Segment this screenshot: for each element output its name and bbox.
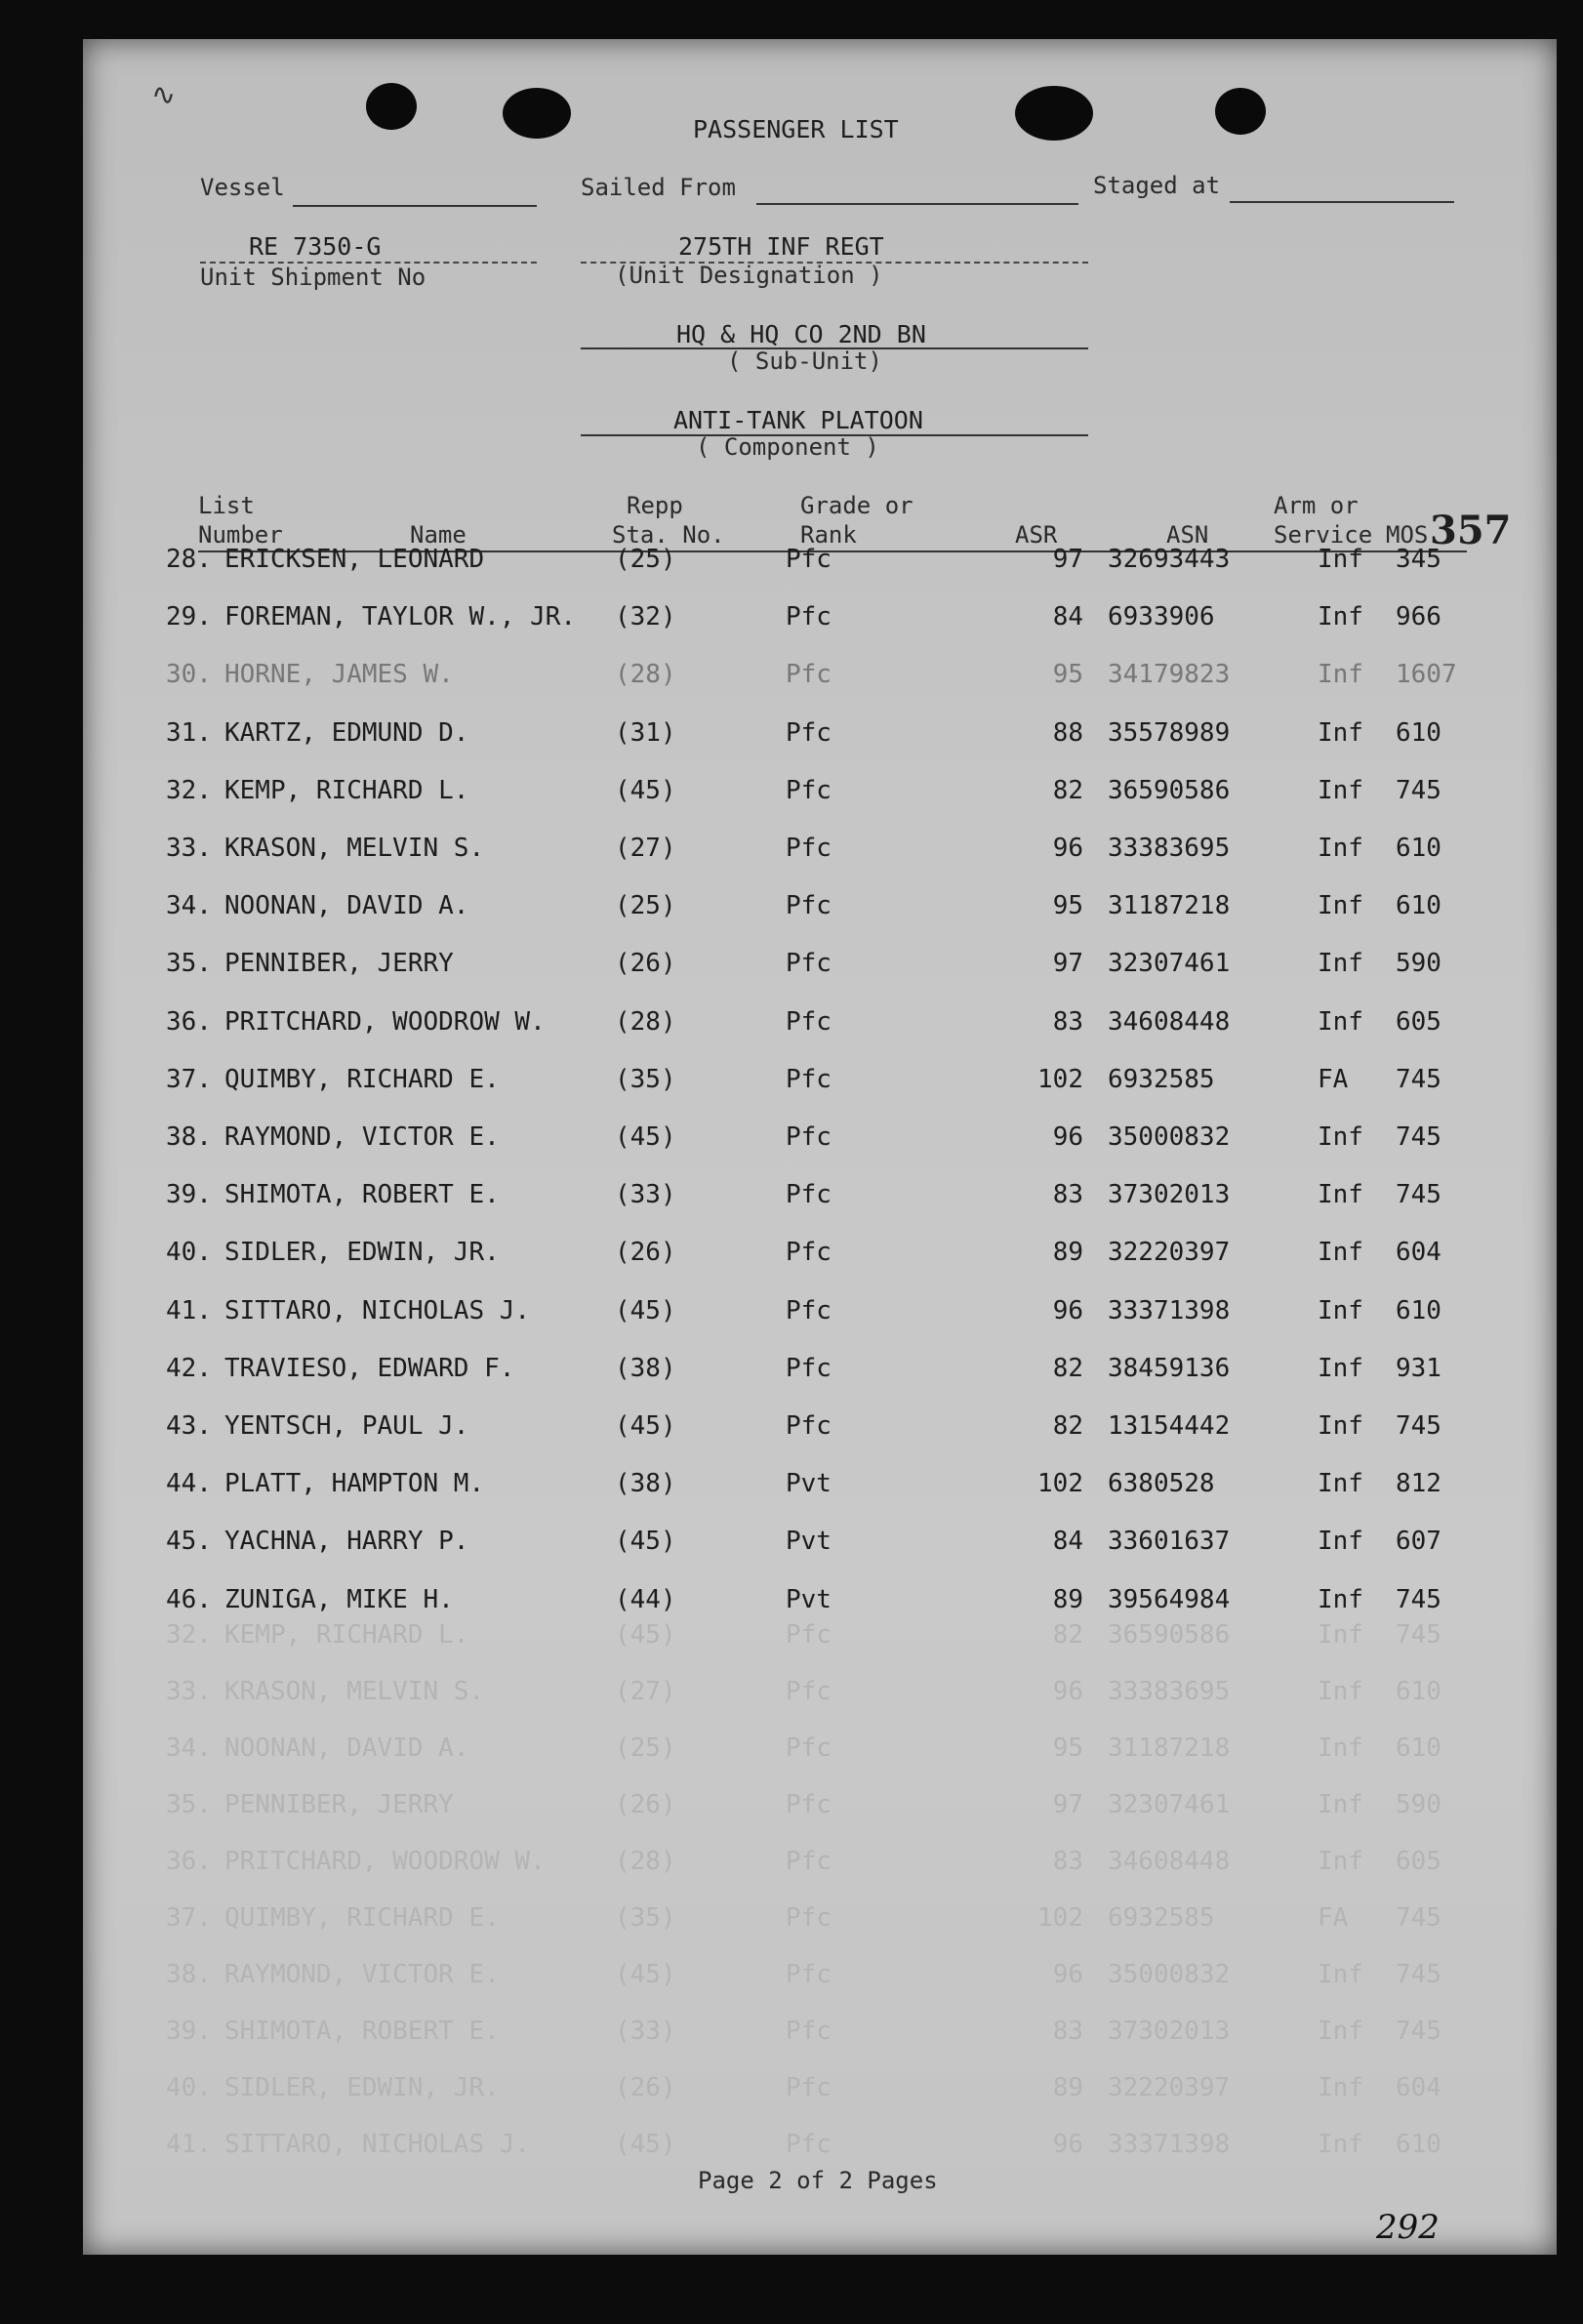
mos-code: 610 bbox=[1396, 717, 1441, 748]
passenger-name: KEMP, RICHARD L. bbox=[224, 775, 469, 805]
ghost-repl-station: (28) bbox=[615, 1847, 676, 1876]
repl-station: (28) bbox=[615, 1006, 676, 1037]
passenger-name: PLATT, HAMPTON M. bbox=[224, 1469, 485, 1499]
asn-number: 38459136 bbox=[1108, 1353, 1231, 1383]
ghost-asn-number: 36590586 bbox=[1108, 1620, 1231, 1650]
col-repl-bottom: Sta. No. bbox=[612, 521, 725, 549]
mos-code: 745 bbox=[1396, 1064, 1441, 1094]
col-name: Name bbox=[410, 521, 467, 549]
col-arm-top: Arm or bbox=[1274, 492, 1359, 519]
table-row bbox=[83, 1122, 1557, 1162]
table-row bbox=[83, 602, 1557, 641]
table-row bbox=[83, 1065, 1557, 1104]
asr-score: 97 bbox=[1052, 949, 1083, 979]
list-number: 42. bbox=[166, 1353, 212, 1383]
list-number: 30. bbox=[166, 660, 212, 690]
arm-service: Inf bbox=[1318, 1122, 1363, 1152]
mos-code: 745 bbox=[1396, 1180, 1441, 1210]
ghost-passenger-name: SIDLER, EDWIN, JR. bbox=[224, 2073, 500, 2102]
ghost-asr-score: 96 bbox=[1052, 2130, 1083, 2159]
ghost-mos-code: 745 bbox=[1396, 1903, 1441, 1933]
page-indicator: Page 2 of 2 Pages bbox=[698, 2167, 938, 2194]
asr-score: 82 bbox=[1052, 1411, 1083, 1441]
list-number: 34. bbox=[166, 891, 212, 921]
ghost-asn-number: 33371398 bbox=[1108, 2130, 1231, 2159]
asr-score: 83 bbox=[1052, 1180, 1083, 1210]
arm-service: Inf bbox=[1318, 717, 1363, 748]
ghost-mos-code: 610 bbox=[1396, 1677, 1441, 1706]
mos-code: 966 bbox=[1396, 602, 1441, 632]
ghost-list-number: 39. bbox=[166, 2017, 212, 2046]
repl-station: (38) bbox=[615, 1353, 676, 1383]
arm-service: Inf bbox=[1318, 891, 1363, 921]
mos-code: 605 bbox=[1396, 1006, 1441, 1037]
ghost-grade: Pfc bbox=[786, 2073, 832, 2102]
asr-score: 82 bbox=[1052, 775, 1083, 805]
ghost-row bbox=[83, 2130, 1557, 2169]
grade: Pfc bbox=[786, 602, 832, 632]
passenger-name: ZUNIGA, MIKE H. bbox=[224, 1584, 454, 1614]
ghost-grade: Pfc bbox=[786, 1790, 832, 1819]
sub-unit-label: ( Sub-Unit) bbox=[727, 347, 882, 375]
list-number: 45. bbox=[166, 1527, 212, 1557]
arm-service: Inf bbox=[1318, 1238, 1363, 1268]
repl-station: (45) bbox=[615, 1295, 676, 1325]
component: ANTI-TANK PLATOON bbox=[673, 406, 923, 434]
ghost-row bbox=[83, 2073, 1557, 2112]
repl-station: (25) bbox=[615, 891, 676, 921]
asr-score: 89 bbox=[1052, 1238, 1083, 1268]
repl-station: (26) bbox=[615, 1238, 676, 1268]
table-row bbox=[83, 545, 1557, 584]
ghost-passenger-name: SHIMOTA, ROBERT E. bbox=[224, 2017, 500, 2046]
mos-code: 931 bbox=[1396, 1353, 1441, 1383]
col-grade-bottom: Rank bbox=[800, 521, 857, 549]
list-number: 43. bbox=[166, 1411, 212, 1441]
ghost-list-number: 38. bbox=[166, 1960, 212, 1989]
col-list-top: List bbox=[198, 492, 255, 519]
asr-score: 88 bbox=[1052, 717, 1083, 748]
arm-service: Inf bbox=[1318, 660, 1363, 690]
asr-score: 96 bbox=[1052, 1295, 1083, 1325]
arm-service: Inf bbox=[1318, 1469, 1363, 1499]
corner-mark: ∿ bbox=[151, 78, 177, 112]
asr-score: 84 bbox=[1052, 1527, 1083, 1557]
ghost-mos-code: 604 bbox=[1396, 2073, 1441, 2102]
ghost-list-number: 34. bbox=[166, 1733, 212, 1763]
table-row bbox=[83, 1180, 1557, 1219]
table-row bbox=[83, 1469, 1557, 1508]
repl-station: (44) bbox=[615, 1584, 676, 1614]
arm-service: Inf bbox=[1318, 1584, 1363, 1614]
ghost-mos-code: 610 bbox=[1396, 2130, 1441, 2159]
mos-code: 610 bbox=[1396, 834, 1441, 863]
grade: Pfc bbox=[786, 891, 832, 921]
ghost-repl-station: (26) bbox=[615, 2073, 676, 2102]
asn-number: 35000832 bbox=[1108, 1122, 1231, 1152]
sub-unit: HQ & HQ CO 2ND BN bbox=[676, 320, 926, 348]
asn-number: 32220397 bbox=[1108, 1238, 1231, 1268]
table-row bbox=[83, 718, 1557, 757]
asr-score: 95 bbox=[1052, 891, 1083, 921]
arm-service: Inf bbox=[1318, 602, 1363, 632]
show-through-text bbox=[83, 1620, 1557, 2159]
repl-station: (32) bbox=[615, 602, 676, 632]
sailed-from-label: Sailed From bbox=[581, 174, 736, 201]
unit-label: (Unit Designation ) bbox=[615, 262, 883, 289]
col-arm-bottom: Service bbox=[1274, 521, 1373, 549]
passenger-name: KARTZ, EDMUND D. bbox=[224, 717, 469, 748]
passenger-name: HORNE, JAMES W. bbox=[224, 660, 454, 690]
ghost-row bbox=[83, 2017, 1557, 2056]
ghost-grade: Pfc bbox=[786, 1847, 832, 1876]
ghost-arm-service: Inf bbox=[1318, 1620, 1363, 1650]
grade: Pvt bbox=[786, 1584, 832, 1614]
arm-service: Inf bbox=[1318, 834, 1363, 863]
table-row bbox=[83, 1527, 1557, 1566]
ghost-passenger-name: QUIMBY, RICHARD E. bbox=[224, 1903, 500, 1933]
col-repl-top: Repp bbox=[627, 492, 683, 519]
passenger-name: SITTARO, NICHOLAS J. bbox=[224, 1295, 531, 1325]
table-row bbox=[83, 660, 1557, 699]
repl-station: (38) bbox=[615, 1469, 676, 1499]
asn-number: 36590586 bbox=[1108, 775, 1231, 805]
repl-station: (45) bbox=[615, 1122, 676, 1152]
punch-hole bbox=[503, 88, 571, 139]
mos-code: 610 bbox=[1396, 891, 1441, 921]
ghost-repl-station: (45) bbox=[615, 1960, 676, 1989]
list-number: 37. bbox=[166, 1064, 212, 1094]
table-row bbox=[83, 1354, 1557, 1393]
mos-code: 590 bbox=[1396, 949, 1441, 979]
grade: Pvt bbox=[786, 1527, 832, 1557]
ghost-repl-station: (25) bbox=[615, 1733, 676, 1763]
list-number: 29. bbox=[166, 602, 212, 632]
punch-hole bbox=[366, 83, 417, 130]
unit-designation: 275TH INF REGT bbox=[678, 232, 884, 261]
ghost-list-number: 40. bbox=[166, 2073, 212, 2102]
vessel-line bbox=[293, 205, 537, 207]
asr-score: 96 bbox=[1052, 834, 1083, 863]
asr-score: 102 bbox=[1037, 1064, 1083, 1094]
repl-station: (45) bbox=[615, 775, 676, 805]
mos-code: 745 bbox=[1396, 1122, 1441, 1152]
ghost-arm-service: Inf bbox=[1318, 1960, 1363, 1989]
grade: Pfc bbox=[786, 1180, 832, 1210]
list-number: 31. bbox=[166, 717, 212, 748]
ghost-asr-score: 97 bbox=[1052, 1790, 1083, 1819]
ghost-list-number: 36. bbox=[166, 1847, 212, 1876]
passenger-name: YENTSCH, PAUL J. bbox=[224, 1411, 469, 1441]
mos-code: 745 bbox=[1396, 1411, 1441, 1441]
asn-number: 33601637 bbox=[1108, 1527, 1231, 1557]
ghost-repl-station: (33) bbox=[615, 2017, 676, 2046]
repl-station: (31) bbox=[615, 717, 676, 748]
ghost-asn-number: 32220397 bbox=[1108, 2073, 1231, 2102]
ghost-passenger-name: NOONAN, DAVID A. bbox=[224, 1733, 469, 1763]
asn-number: 13154442 bbox=[1108, 1411, 1231, 1441]
ghost-list-number: 33. bbox=[166, 1677, 212, 1706]
repl-station: (45) bbox=[615, 1527, 676, 1557]
grade: Pfc bbox=[786, 949, 832, 979]
punch-hole bbox=[1015, 86, 1093, 141]
mos-code: 604 bbox=[1396, 1238, 1441, 1268]
passenger-name: FOREMAN, TAYLOR W., JR. bbox=[224, 602, 577, 632]
passenger-name: KRASON, MELVIN S. bbox=[224, 834, 485, 863]
grade: Pfc bbox=[786, 775, 832, 805]
asn-number: 33383695 bbox=[1108, 834, 1231, 863]
asn-number: 32693443 bbox=[1108, 545, 1231, 574]
list-number: 33. bbox=[166, 834, 212, 863]
passenger-name: NOONAN, DAVID A. bbox=[224, 891, 469, 921]
ghost-asr-score: 83 bbox=[1052, 1847, 1083, 1876]
ghost-asr-score: 96 bbox=[1052, 1960, 1083, 1989]
arm-service: Inf bbox=[1318, 775, 1363, 805]
ghost-list-number: 41. bbox=[166, 2130, 212, 2159]
ghost-grade: Pfc bbox=[786, 1677, 832, 1706]
col-asn: ASN bbox=[1166, 521, 1209, 549]
mos-code: 812 bbox=[1396, 1469, 1441, 1499]
grade: Pfc bbox=[786, 1411, 832, 1441]
list-number: 28. bbox=[166, 545, 212, 574]
ghost-arm-service: Inf bbox=[1318, 1733, 1363, 1763]
ghost-mos-code: 745 bbox=[1396, 1620, 1441, 1650]
ghost-row bbox=[83, 1847, 1557, 1886]
ghost-passenger-name: RAYMOND, VICTOR E. bbox=[224, 1960, 500, 1989]
repl-station: (28) bbox=[615, 660, 676, 690]
ghost-row bbox=[83, 1790, 1557, 1829]
mos-code: 607 bbox=[1396, 1527, 1441, 1557]
staged-at-label: Staged at bbox=[1093, 172, 1221, 199]
col-mos: MOS bbox=[1386, 521, 1429, 549]
col-grade-top: Grade or bbox=[800, 492, 913, 519]
ghost-arm-service: Inf bbox=[1318, 1790, 1363, 1819]
list-number: 32. bbox=[166, 775, 212, 805]
ghost-row bbox=[83, 1960, 1557, 1999]
passenger-name: SHIMOTA, ROBERT E. bbox=[224, 1180, 500, 1210]
ghost-asn-number: 31187218 bbox=[1108, 1733, 1231, 1763]
table-row bbox=[83, 776, 1557, 815]
repl-station: (25) bbox=[615, 545, 676, 574]
passenger-name: RAYMOND, VICTOR E. bbox=[224, 1122, 500, 1152]
ghost-asn-number: 32307461 bbox=[1108, 1790, 1231, 1819]
grade: Pvt bbox=[786, 1469, 832, 1499]
list-number: 40. bbox=[166, 1238, 212, 1268]
ghost-passenger-name: KRASON, MELVIN S. bbox=[224, 1677, 485, 1706]
grade: Pfc bbox=[786, 545, 832, 574]
ghost-repl-station: (26) bbox=[615, 1790, 676, 1819]
list-number: 44. bbox=[166, 1469, 212, 1499]
mos-code: 1607 bbox=[1396, 660, 1457, 690]
ghost-grade: Pfc bbox=[786, 1960, 832, 1989]
ghost-repl-station: (45) bbox=[615, 1620, 676, 1650]
ghost-passenger-name: KEMP, RICHARD L. bbox=[224, 1620, 469, 1650]
ghost-mos-code: 605 bbox=[1396, 1847, 1441, 1876]
ghost-arm-service: Inf bbox=[1318, 2130, 1363, 2159]
grade: Pfc bbox=[786, 1238, 832, 1268]
ghost-asr-score: 96 bbox=[1052, 1677, 1083, 1706]
table-row bbox=[83, 891, 1557, 930]
table-row bbox=[83, 1007, 1557, 1046]
table-row bbox=[83, 1585, 1557, 1624]
ghost-grade: Pfc bbox=[786, 2130, 832, 2159]
list-number: 38. bbox=[166, 1122, 212, 1152]
repl-station: (27) bbox=[615, 834, 676, 863]
ghost-asr-score: 102 bbox=[1037, 1903, 1083, 1933]
asr-score: 102 bbox=[1037, 1469, 1083, 1499]
table-row bbox=[83, 949, 1557, 988]
ghost-asr-score: 89 bbox=[1052, 2073, 1083, 2102]
arm-service: Inf bbox=[1318, 1527, 1363, 1557]
col-list-bottom: Number bbox=[198, 521, 283, 549]
ghost-asr-score: 83 bbox=[1052, 2017, 1083, 2046]
grade: Pfc bbox=[786, 1122, 832, 1152]
passenger-name: PENNIBER, JERRY bbox=[224, 949, 454, 979]
arm-service: Inf bbox=[1318, 1295, 1363, 1325]
asn-number: 34179823 bbox=[1108, 660, 1231, 690]
repl-station: (26) bbox=[615, 949, 676, 979]
asn-number: 6932585 bbox=[1108, 1064, 1215, 1094]
asn-number: 6933906 bbox=[1108, 602, 1215, 632]
ghost-asr-score: 82 bbox=[1052, 1620, 1083, 1650]
ghost-arm-service: Inf bbox=[1318, 1677, 1363, 1706]
passenger-name: QUIMBY, RICHARD E. bbox=[224, 1064, 500, 1094]
ghost-passenger-name: PENNIBER, JERRY bbox=[224, 1790, 454, 1819]
mos-code: 745 bbox=[1396, 1584, 1441, 1614]
ghost-asn-number: 37302013 bbox=[1108, 2017, 1231, 2046]
asr-score: 89 bbox=[1052, 1584, 1083, 1614]
ghost-row bbox=[83, 1733, 1557, 1773]
vessel-label: Vessel bbox=[200, 174, 285, 201]
ghost-grade: Pfc bbox=[786, 1620, 832, 1650]
passenger-name: YACHNA, HARRY P. bbox=[224, 1527, 469, 1557]
ghost-mos-code: 590 bbox=[1396, 1790, 1441, 1819]
ghost-grade: Pfc bbox=[786, 1733, 832, 1763]
grade: Pfc bbox=[786, 1353, 832, 1383]
grade: Pfc bbox=[786, 1295, 832, 1325]
asn-number: 39564984 bbox=[1108, 1584, 1231, 1614]
list-number: 35. bbox=[166, 949, 212, 979]
handwritten-number: 292 bbox=[1376, 2208, 1440, 2247]
component-label: ( Component ) bbox=[696, 433, 879, 461]
ghost-list-number: 37. bbox=[166, 1903, 212, 1933]
asn-number: 31187218 bbox=[1108, 891, 1231, 921]
asr-score: 84 bbox=[1052, 602, 1083, 632]
ghost-grade: Pfc bbox=[786, 2017, 832, 2046]
grade: Pfc bbox=[786, 1006, 832, 1037]
asn-number: 6380528 bbox=[1108, 1469, 1215, 1499]
arm-service: FA bbox=[1318, 1064, 1349, 1094]
ghost-row bbox=[83, 1903, 1557, 1942]
asn-number: 37302013 bbox=[1108, 1180, 1231, 1210]
list-number: 36. bbox=[166, 1006, 212, 1037]
passenger-name: PRITCHARD, WOODROW W. bbox=[224, 1006, 546, 1037]
asn-number: 33371398 bbox=[1108, 1295, 1231, 1325]
page-title: PASSENGER LIST bbox=[693, 115, 899, 143]
document-page bbox=[83, 39, 1557, 2255]
ghost-grade: Pfc bbox=[786, 1903, 832, 1933]
ghost-passenger-name: PRITCHARD, WOODROW W. bbox=[224, 1847, 546, 1876]
mos-code: 745 bbox=[1396, 775, 1441, 805]
stamp-number: 357 bbox=[1430, 508, 1512, 553]
ghost-row bbox=[83, 1677, 1557, 1716]
ghost-list-number: 35. bbox=[166, 1790, 212, 1819]
asr-score: 83 bbox=[1052, 1006, 1083, 1037]
ghost-arm-service: Inf bbox=[1318, 2017, 1363, 2046]
mos-code: 610 bbox=[1396, 1295, 1441, 1325]
sailed-from-line bbox=[756, 203, 1078, 205]
ghost-repl-station: (45) bbox=[615, 2130, 676, 2159]
repl-station: (45) bbox=[615, 1411, 676, 1441]
ghost-row bbox=[83, 1620, 1557, 1659]
staged-at-line bbox=[1230, 201, 1454, 203]
ghost-asn-number: 33383695 bbox=[1108, 1677, 1231, 1706]
passenger-table bbox=[83, 545, 1557, 1618]
ghost-mos-code: 745 bbox=[1396, 1960, 1441, 1989]
ghost-repl-station: (35) bbox=[615, 1903, 676, 1933]
repl-station: (35) bbox=[615, 1064, 676, 1094]
asr-score: 96 bbox=[1052, 1122, 1083, 1152]
grade: Pfc bbox=[786, 717, 832, 748]
arm-service: Inf bbox=[1318, 1353, 1363, 1383]
ghost-arm-service: Inf bbox=[1318, 1847, 1363, 1876]
ghost-mos-code: 610 bbox=[1396, 1733, 1441, 1763]
ghost-asr-score: 95 bbox=[1052, 1733, 1083, 1763]
shipment-label: Unit Shipment No bbox=[200, 264, 426, 291]
grade: Pfc bbox=[786, 660, 832, 690]
ghost-asn-number: 35000832 bbox=[1108, 1960, 1231, 1989]
ghost-passenger-name: SITTARO, NICHOLAS J. bbox=[224, 2130, 531, 2159]
grade: Pfc bbox=[786, 1064, 832, 1094]
mos-code: 345 bbox=[1396, 545, 1441, 574]
table-row bbox=[83, 1296, 1557, 1335]
list-number: 41. bbox=[166, 1295, 212, 1325]
table-row bbox=[83, 1411, 1557, 1450]
asn-number: 32307461 bbox=[1108, 949, 1231, 979]
asr-score: 82 bbox=[1052, 1353, 1083, 1383]
ghost-arm-service: FA bbox=[1318, 1903, 1349, 1933]
passenger-name: ERICKSEN, LEONARD bbox=[224, 545, 485, 574]
col-asr: ASR bbox=[1015, 521, 1058, 549]
asn-number: 35578989 bbox=[1108, 717, 1231, 748]
asr-score: 95 bbox=[1052, 660, 1083, 690]
ghost-repl-station: (27) bbox=[615, 1677, 676, 1706]
arm-service: Inf bbox=[1318, 1180, 1363, 1210]
arm-service: Inf bbox=[1318, 949, 1363, 979]
passenger-name: SIDLER, EDWIN, JR. bbox=[224, 1238, 500, 1268]
ghost-mos-code: 745 bbox=[1396, 2017, 1441, 2046]
passenger-name: TRAVIESO, EDWARD F. bbox=[224, 1353, 515, 1383]
ghost-asn-number: 34608448 bbox=[1108, 1847, 1231, 1876]
list-number: 39. bbox=[166, 1180, 212, 1210]
ghost-arm-service: Inf bbox=[1318, 2073, 1363, 2102]
arm-service: Inf bbox=[1318, 545, 1363, 574]
asr-score: 97 bbox=[1052, 545, 1083, 574]
shipment-number: RE 7350-G bbox=[249, 232, 382, 261]
list-number: 46. bbox=[166, 1584, 212, 1614]
arm-service: Inf bbox=[1318, 1411, 1363, 1441]
ghost-list-number: 32. bbox=[166, 1620, 212, 1650]
asn-number: 34608448 bbox=[1108, 1006, 1231, 1037]
grade: Pfc bbox=[786, 834, 832, 863]
repl-station: (33) bbox=[615, 1180, 676, 1210]
ghost-asn-number: 6932585 bbox=[1108, 1903, 1215, 1933]
arm-service: Inf bbox=[1318, 1006, 1363, 1037]
punch-hole bbox=[1215, 88, 1266, 135]
table-row bbox=[83, 1238, 1557, 1277]
table-row bbox=[83, 834, 1557, 873]
